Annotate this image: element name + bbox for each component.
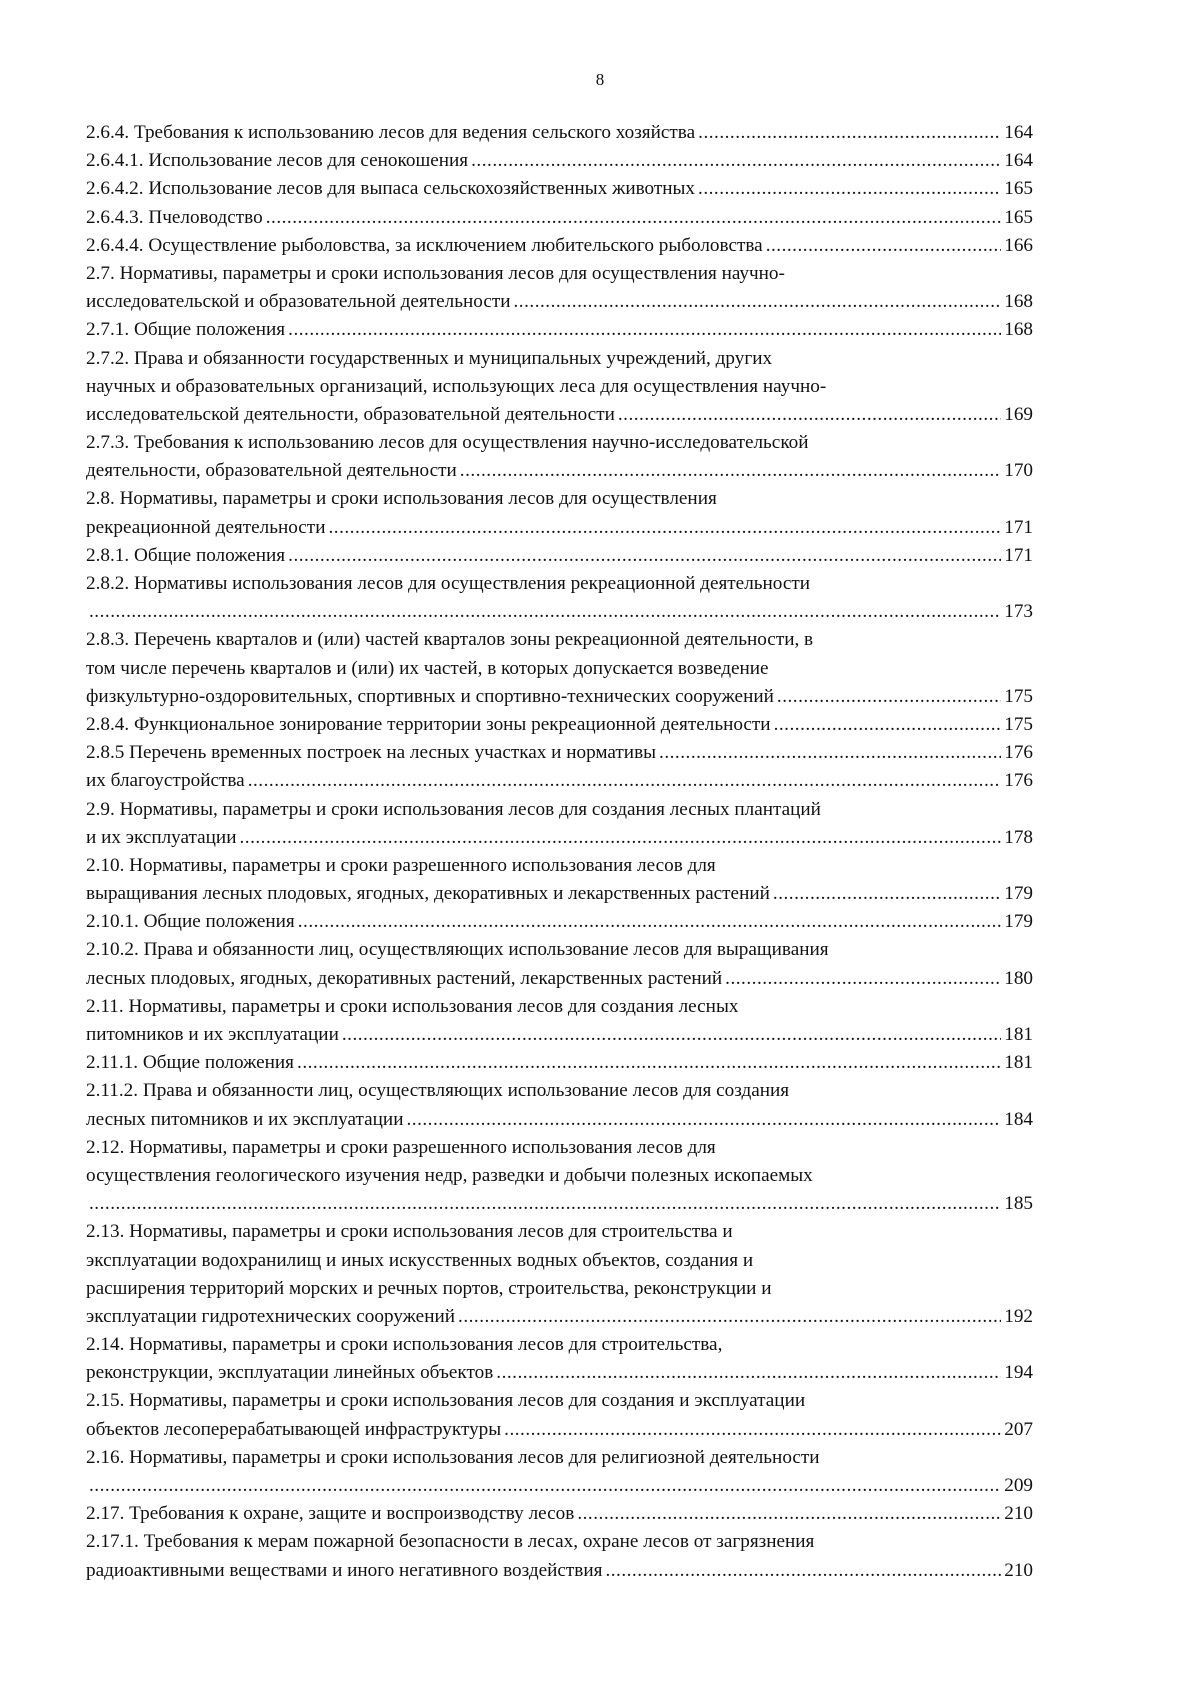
toc-line	[86, 1528, 1033, 1556]
toc-line	[86, 147, 1033, 175]
toc-entry	[86, 147, 1033, 175]
toc-line	[86, 429, 1033, 457]
dot-leader	[285, 542, 1001, 570]
toc-entry	[86, 232, 1033, 260]
toc-line	[86, 1134, 1033, 1162]
toc-entry	[86, 1387, 1033, 1443]
dot-leader	[86, 1190, 1001, 1218]
toc-entry-text: выращивания лесных плодовых, ягодных, декоративных и лекарственных растений	[86, 883, 770, 905]
toc-line	[86, 1247, 1033, 1275]
toc-entry-text: 2.7.2. Права и обязанности государственных и муниципальных учреждений, других	[86, 347, 773, 369]
toc-page-number: 184	[1004, 1108, 1033, 1130]
toc-entry-text: объектов лесоперерабатывающей инфраструктуры	[86, 1418, 502, 1440]
dot-leader	[574, 1500, 1001, 1528]
toc-line	[86, 1077, 1033, 1105]
toc-page-number: 176	[1004, 770, 1033, 792]
toc-entry	[86, 739, 1033, 767]
toc-entry	[86, 852, 1033, 908]
dot-leader	[263, 204, 1002, 232]
table-of-contents	[86, 119, 1033, 1585]
toc-page-number: 176	[1004, 742, 1033, 764]
dot-leader	[403, 1106, 1001, 1134]
toc-line	[86, 345, 1033, 373]
toc-entry-text: 2.8.1. Общие положения	[86, 544, 286, 566]
toc-entry-text: 2.10.1. Общие положения	[86, 911, 295, 933]
dot-leader	[695, 119, 1001, 147]
dot-leader	[468, 147, 1001, 175]
toc-entry	[86, 542, 1033, 570]
toc-entry	[86, 711, 1033, 739]
toc-entry-text: 2.6.4.2. Использование лесов для выпаса сельскохозяйственных животных	[86, 178, 696, 200]
toc-entry-text: 2.16. Нормативы, параметры и сроки использования лесов для религиозной деятельности	[86, 1446, 820, 1468]
toc-page-number: 180	[1004, 967, 1033, 989]
toc-page-number: 207	[1004, 1418, 1033, 1440]
toc-entry-text: 2.9. Нормативы, параметры и сроки использования лесов для создания лесных плантаций	[86, 798, 821, 820]
toc-entry-text: 2.7.1. Общие положения	[86, 319, 286, 341]
toc-line	[86, 175, 1033, 203]
toc-entry-text: осуществления геологического изучения недр, разведки и добычи полезных ископаемых	[86, 1164, 813, 1186]
toc-entry	[86, 796, 1033, 852]
toc-entry-text: 2.17. Требования к охране, защите и воспроизводству лесов	[86, 1503, 575, 1525]
toc-entry	[86, 316, 1033, 344]
toc-entry	[86, 626, 1033, 711]
toc-line	[86, 626, 1033, 654]
toc-page-number: 175	[1004, 713, 1033, 735]
toc-entry	[86, 1049, 1033, 1077]
toc-line	[86, 683, 1033, 711]
dot-leader	[457, 457, 1001, 485]
toc-line	[86, 1416, 1033, 1444]
toc-entry	[86, 1218, 1033, 1331]
toc-line	[86, 598, 1033, 626]
toc-line	[86, 1303, 1033, 1331]
dot-leader	[493, 1359, 1001, 1387]
toc-page-number: 168	[1004, 291, 1033, 313]
toc-entry-text: исследовательской деятельности, образовательной деятельности	[86, 403, 615, 425]
toc-entry-text: 2.10. Нормативы, параметры и сроки разрешенного использования лесов для	[86, 854, 716, 876]
toc-line	[86, 993, 1033, 1021]
toc-entry-text: рекреационной деятельности	[86, 516, 326, 538]
toc-line	[86, 1162, 1033, 1190]
toc-entry	[86, 936, 1033, 992]
toc-page-number: 165	[1004, 206, 1033, 228]
toc-entry-text: питомников и их эксплуатации	[86, 1024, 339, 1045]
dot-leader	[86, 598, 1001, 626]
dot-leader	[339, 1021, 1001, 1049]
toc-entry-text: расширения территорий морских и речных портов, строительства, реконструкции и	[86, 1277, 772, 1299]
toc-entry	[86, 204, 1033, 232]
toc-page-number: 168	[1004, 319, 1033, 341]
toc-page-number: 192	[1004, 1305, 1033, 1327]
toc-entry	[86, 1134, 1033, 1219]
page-number: 8	[595, 70, 605, 89]
toc-entry	[86, 767, 1033, 795]
toc-entry	[86, 260, 1033, 316]
toc-line	[86, 796, 1033, 824]
toc-entry-text: исследовательской и образовательной деятельности	[86, 291, 511, 313]
toc-line	[86, 514, 1033, 542]
toc-line	[86, 457, 1033, 485]
toc-entry-text: 2.6.4.1. Использование лесов для сенокошения	[86, 150, 469, 172]
dot-leader	[771, 711, 1002, 739]
toc-page-number: 175	[1004, 685, 1033, 707]
toc-entry-text: 2.17.1. Требования к мерам пожарной безопасности в лесах, охране лесов от загрязнения	[86, 1531, 815, 1553]
toc-line	[86, 711, 1033, 739]
toc-line	[86, 767, 1033, 795]
toc-line	[86, 401, 1033, 429]
toc-entry-text: 2.7. Нормативы, параметры и сроки использования лесов для осуществления научно-	[86, 262, 785, 284]
toc-line	[86, 1106, 1033, 1134]
dot-leader	[722, 965, 1001, 993]
toc-entry	[86, 1444, 1033, 1500]
toc-entry-text: эксплуатации водохранилищ и иных искусственных водных объектов, создания и	[86, 1249, 754, 1271]
toc-line	[86, 1190, 1033, 1218]
toc-line	[86, 1387, 1033, 1415]
dot-leader	[615, 401, 1001, 429]
toc-line	[86, 316, 1033, 344]
dot-leader	[501, 1416, 1001, 1444]
toc-line	[86, 1218, 1033, 1246]
toc-line	[86, 232, 1033, 260]
toc-entry-text: и их эксплуатации	[86, 826, 237, 848]
toc-entry-text: 2.6.4.3. Пчеловодство	[86, 206, 263, 228]
dot-leader	[455, 1303, 1001, 1331]
dot-leader	[774, 683, 1001, 711]
toc-entry	[86, 908, 1033, 936]
toc-page-number: 179	[1004, 883, 1033, 905]
toc-entry-text: 2.12. Нормативы, параметры и сроки разрешенного использования лесов для	[86, 1136, 716, 1158]
dot-leader	[763, 232, 1002, 260]
toc-line	[86, 204, 1033, 232]
toc-entry	[86, 175, 1033, 203]
toc-entry-text: лесных питомников и их эксплуатации	[86, 1108, 404, 1130]
toc-entry-text: 2.11.1. Общие положения	[86, 1052, 295, 1074]
toc-entry	[86, 993, 1033, 1049]
toc-line	[86, 373, 1033, 401]
toc-line	[86, 1359, 1033, 1387]
toc-page-number: 210	[1004, 1559, 1033, 1581]
toc-line	[86, 570, 1033, 598]
toc-entry-text: 2.8.4. Функциональное зонирование территории зоны рекреационной деятельности	[86, 713, 771, 735]
toc-entry-text: 2.6.4.4. Осуществление рыболовства, за исключением любительского рыболовства	[86, 234, 763, 256]
toc-entry	[86, 119, 1033, 147]
toc-entry	[86, 429, 1033, 485]
toc-page-number: 181	[1004, 1024, 1033, 1045]
dot-leader	[285, 316, 1001, 344]
toc-entry-text: эксплуатации гидротехнических сооружений	[86, 1305, 456, 1327]
toc-entry-text: 2.8. Нормативы, параметры и сроки использования лесов для осуществления	[86, 488, 717, 510]
toc-line	[86, 1500, 1033, 1528]
toc-entry-text: физкультурно-оздоровительных, спортивных и спортивно-технических сооружений	[86, 685, 774, 707]
toc-line	[86, 1472, 1033, 1500]
toc-page-number: 169	[1004, 403, 1033, 425]
toc-line	[86, 852, 1033, 880]
toc-line	[86, 542, 1033, 570]
toc-line	[86, 1049, 1033, 1077]
toc-entry-text: 2.8.5 Перечень временных построек на лесных участках и нормативы	[86, 742, 657, 764]
toc-entry	[86, 1500, 1033, 1528]
dot-leader	[695, 175, 1001, 203]
toc-entry-text: деятельности, образовательной деятельности	[86, 460, 457, 482]
toc-entry-text: 2.10.2. Права и обязанности лиц, осуществляющих использование лесов для выращивания	[86, 939, 829, 961]
toc-entry-text: их благоустройства	[86, 770, 245, 792]
toc-entry	[86, 1077, 1033, 1133]
toc-entry-text: 2.11.2. Права и обязанности лиц, осуществляющих использование лесов для создания	[86, 1080, 790, 1102]
toc-page-number: 164	[1004, 150, 1033, 172]
toc-line	[86, 1331, 1033, 1359]
toc-entry-text: 2.14. Нормативы, параметры и сроки использования лесов для строительства,	[86, 1334, 723, 1356]
dot-leader	[656, 739, 1001, 767]
toc-line	[86, 965, 1033, 993]
toc-page-number: 166	[1004, 234, 1033, 256]
toc-entry-text: том числе перечень кварталов и (или) их частей, в которых допускается возведение	[86, 657, 769, 679]
dot-leader	[245, 767, 1002, 795]
toc-entry	[86, 1528, 1033, 1584]
toc-page-number: 185	[1004, 1193, 1033, 1215]
toc-line	[86, 1021, 1033, 1049]
toc-page-number: 173	[1004, 601, 1033, 623]
toc-page-number: 210	[1004, 1503, 1033, 1525]
toc-line	[86, 1557, 1033, 1585]
toc-entry	[86, 485, 1033, 541]
dot-leader	[770, 880, 1001, 908]
toc-page-number: 171	[1004, 544, 1033, 566]
toc-entry-text: 2.7.3. Требования к использованию лесов для осуществления научно-исследовательской	[86, 432, 809, 454]
toc-entry-text: научных и образовательных организаций, использующих леса для осуществления научно-	[86, 375, 827, 397]
toc-line	[86, 1275, 1033, 1303]
toc-page-number: 170	[1004, 460, 1033, 482]
toc-entry	[86, 345, 1033, 430]
dot-leader	[325, 514, 1001, 542]
toc-line	[86, 288, 1033, 316]
toc-entry	[86, 570, 1033, 626]
dot-leader	[295, 908, 1001, 936]
toc-line	[86, 880, 1033, 908]
toc-line	[86, 260, 1033, 288]
toc-entry-text: 2.8.3. Перечень кварталов и (или) частей кварталов зоны рекреационной деятельности, в	[86, 629, 814, 651]
toc-page-number: 165	[1004, 178, 1033, 200]
toc-page-number: 164	[1004, 122, 1033, 143]
toc-page-number: 209	[1004, 1475, 1033, 1496]
toc-entry-text: 2.6.4. Требования к использованию лесов для ведения сельского хозяйства	[86, 122, 696, 143]
toc-page-number: 194	[1004, 1362, 1033, 1384]
dot-leader	[86, 1472, 1001, 1500]
dot-leader	[511, 288, 1002, 316]
toc-entry-text: 2.15. Нормативы, параметры и сроки использования лесов для создания и эксплуатации	[86, 1390, 806, 1412]
dot-leader	[602, 1557, 1001, 1585]
toc-entry-text: 2.13. Нормативы, параметры и сроки использования лесов для строительства и	[86, 1221, 733, 1243]
toc-entry-text: реконструкции, эксплуатации линейных объектов	[86, 1362, 494, 1384]
toc-line	[86, 1444, 1033, 1472]
dot-leader	[294, 1049, 1001, 1077]
toc-entry-text: радиоактивными веществами и иного негативного воздействия	[86, 1559, 603, 1581]
toc-entry	[86, 1331, 1033, 1387]
toc-page-number: 171	[1004, 516, 1033, 538]
toc-line	[86, 485, 1033, 513]
toc-line	[86, 824, 1033, 852]
toc-entry-text: 2.8.2. Нормативы использования лесов для осуществления рекреационной деятельности	[86, 573, 811, 594]
toc-page-number: 178	[1004, 826, 1033, 848]
toc-line	[86, 908, 1033, 936]
toc-entry-text: лесных плодовых, ягодных, декоративных растений, лекарственных растений	[86, 967, 723, 989]
toc-line	[86, 739, 1033, 767]
dot-leader	[236, 824, 1001, 852]
toc-page-number: 181	[1004, 1052, 1033, 1074]
toc-line	[86, 936, 1033, 964]
toc-line	[86, 655, 1033, 683]
toc-page-number: 179	[1004, 911, 1033, 933]
toc-line	[86, 119, 1033, 147]
toc-entry-text: 2.11. Нормативы, параметры и сроки использования лесов для создания лесных	[86, 995, 739, 1017]
